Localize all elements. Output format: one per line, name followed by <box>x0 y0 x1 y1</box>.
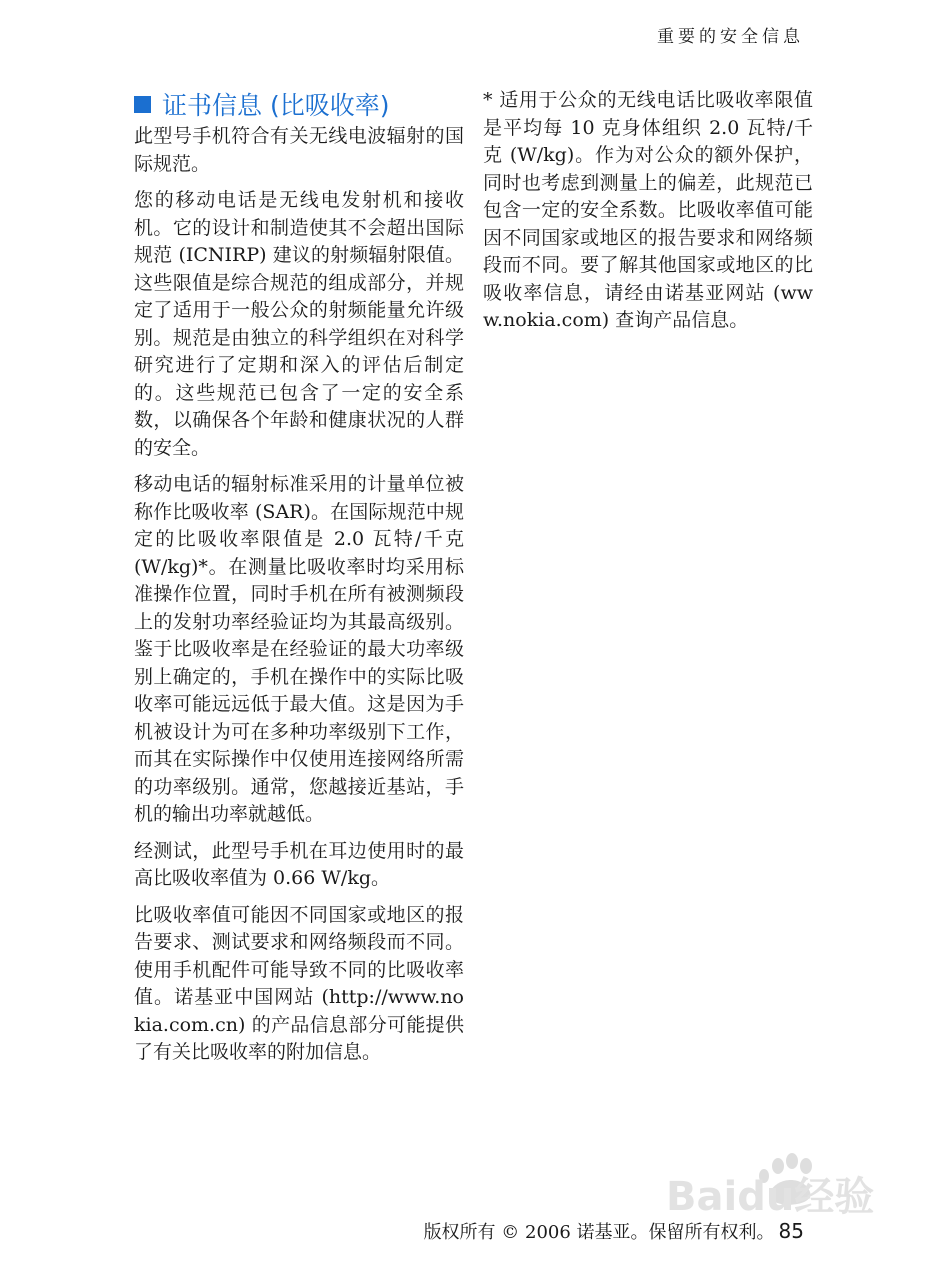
square-bullet-icon <box>134 96 151 113</box>
page-footer <box>424 1218 804 1244</box>
section-heading-text: 证书信息 (比吸收率) <box>162 91 390 120</box>
paragraph: 移动电话的辐射标准采用的计量单位被称作比吸收率 (SAR)。在国际规范中规定的比吸收率限值是 2.0 瓦特/千克 (W/kg)*。在测量比吸收率时均采用标准操作位置，同时手机在所有被测频段上的发射功率经验证均为其最高级别。鉴于比吸收率是在经验证的最大功率级别上确定的，手机在操作中的实际比吸收率可能远远低于最大值。这是因为手机被设计为可在多种功率级别下工作，而其在实际操作中仅使用连接网络所需的功率级别。通常，您越接近基站，手机的输出功率就越低。 <box>134 473 464 825</box>
right-column <box>483 87 813 344</box>
section-heading <box>134 87 464 121</box>
paw-icon <box>658 1152 888 1222</box>
watermark-brand: Baidu经验 <box>666 1174 875 1220</box>
paragraph: 比吸收率值可能因不同国家或地区的报告要求、测试要求和网络频段而不同。使用手机配件可能导致不同的比吸收率值。诺基亚中国网站 (http://www.nokia.com.cn) 的产品信息部分可能提供了有关比吸收率的附加信息。 <box>134 903 464 1063</box>
paragraph: 您的移动电话是无线电发射机和接收机。它的设计和制造使其不会超出国际规范 (ICNIRP) 建议的射频辐射限值。这些限值是综合规范的组成部分，并规定了适用于一般公众的射频能量允许级别。规范是由独立的科学组织在对科学研究进行了定期和深入的评估后制定的。这些规范已包含了一定的安全系数，以确保各个年龄和健康状况的人群的安全。 <box>134 189 464 459</box>
left-column <box>134 87 464 1076</box>
footnote-paragraph: * 适用于公众的无线电话比吸收率限值是平均每 10 克身体组织 2.0 瓦特/千克 (W/kg)。作为对公众的额外保护，同时也考虑到测量上的偏差，此规范已包含一定的安全系数。比吸收率值可能因不同国家或地区的报告要求和网络频段而不同。要了解其他国家或地区的比吸收率信息，请经由诺基亚网站 (www.nokia.com) 查询产品信息。 <box>483 89 813 331</box>
copyright-notice: 版权所有 © 2006 诺基亚。保留所有权利。 <box>423 1222 775 1243</box>
page-number: 85 <box>778 1219 804 1243</box>
baidu-watermark <box>658 1152 888 1222</box>
paragraph: 经测试，此型号手机在耳边使用时的最高比吸收率值为 0.66 W/kg。 <box>134 839 464 889</box>
paragraph: 此型号手机符合有关无线电波辐射的国际规范。 <box>134 125 464 175</box>
running-header: 重要的安全信息 <box>657 27 804 47</box>
